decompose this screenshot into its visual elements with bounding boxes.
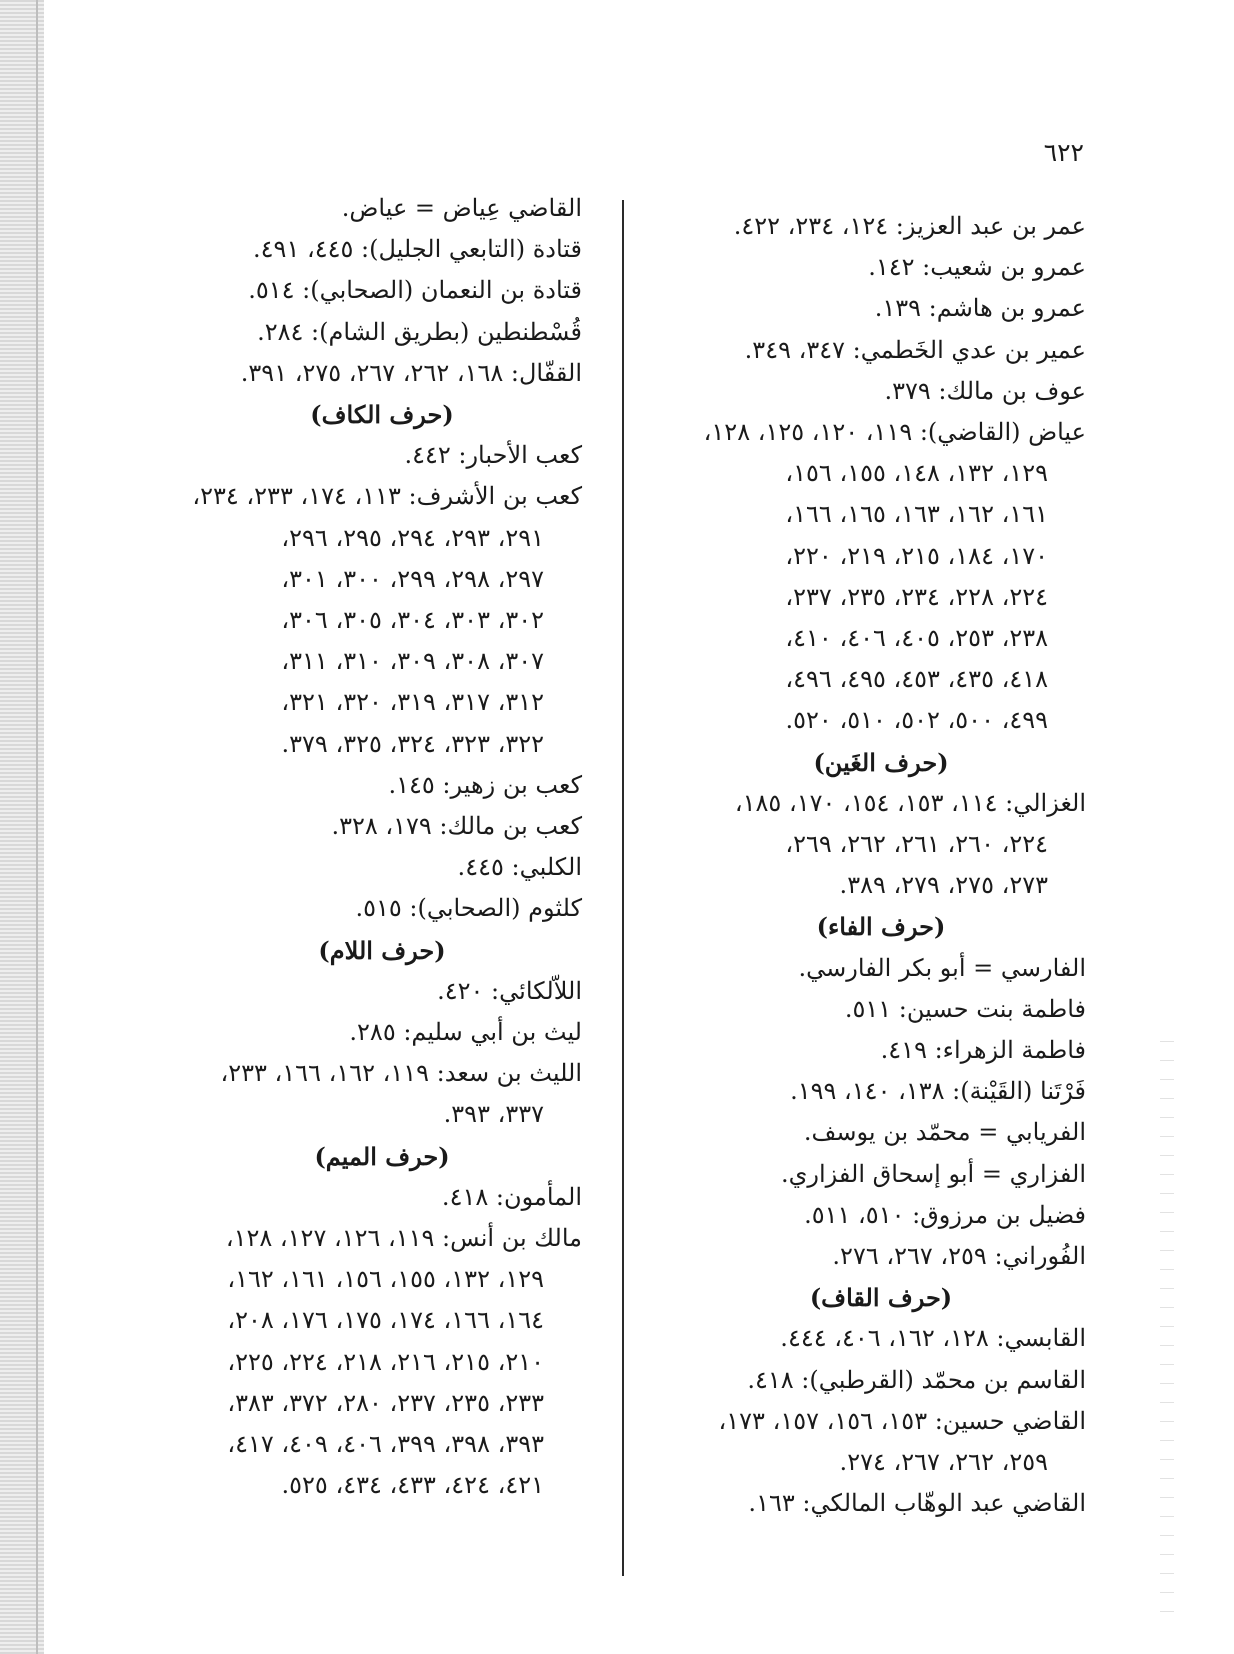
index-entry: الكلبي: ٤٤٥. (457, 853, 582, 882)
index-entry-continuation: ٣٠٧، ٣٠٨، ٣٠٩، ٣١٠، ٣١١، (281, 647, 544, 676)
index-entry-continuation: ٣٠٢، ٣٠٣، ٣٠٤، ٣٠٥، ٣٠٦، (281, 606, 544, 635)
index-entry: الفُوراني: ٢٥٩، ٢٦٧، ٢٧٦. (832, 1242, 1086, 1271)
column-divider (622, 200, 624, 1576)
letter-section-heading: (حرف الكاف) (310, 400, 454, 430)
index-entry: القفّال: ١٦٨، ٢٦٢، ٢٦٧، ٢٧٥، ٣٩١. (240, 358, 582, 387)
index-entry: قتادة بن النعمان (الصحابي): ٥١٤. (248, 276, 582, 305)
index-entry-continuation: ٣٢٢، ٣٢٣، ٣٢٤، ٣٢٥، ٣٧٩. (281, 729, 544, 758)
index-entry: عوف بن مالك: ٣٧٩. (884, 376, 1086, 405)
letter-section-heading: (حرف القاف) (809, 1283, 953, 1313)
index-entry-continuation: ٤٢١، ٤٢٤، ٤٣٣، ٤٣٤، ٥٢٥. (281, 1471, 544, 1500)
index-entry: قُسْطنطين (بطريق الشام): ٢٨٤. (257, 317, 582, 346)
index-entry: الفارسي = أبو بكر الفارسي. (798, 953, 1086, 982)
index-entry: عمر بن عبد العزيز: ١٢٤، ٢٣٤، ٤٢٢. (733, 212, 1086, 240)
index-entry: الغزالي: ١١٤، ١٥٣، ١٥٤، ١٧٠، ١٨٥، (734, 788, 1086, 817)
index-entry: فاطمة الزهراء: ٤١٩. (880, 1036, 1086, 1065)
index-entry-continuation: ٣١٢، ٣١٧، ٣١٩، ٣٢٠، ٣٢١، (281, 688, 544, 717)
letter-section-heading: (حرف اللام) (318, 935, 446, 965)
index-entry: اللاّلكائي: ٤٢٠. (437, 976, 582, 1005)
index-entry: الليث بن سعد: ١١٩، ١٦٢، ١٦٦، ٢٣٣، (220, 1059, 582, 1088)
index-entry-continuation: ٣٣٧، ٣٩٣. (443, 1100, 544, 1129)
letter-section-heading: (حرف الميم) (314, 1141, 450, 1171)
scan-shadow-edge (0, 0, 44, 1654)
index-entry-continuation: ٤١٨، ٤٣٥، ٤٥٣، ٤٩٥، ٤٩٦، (785, 665, 1048, 694)
index-entry: كعب الأحبار: ٤٤٢. (404, 441, 582, 470)
index-entry: مالك بن أنس: ١١٩، ١٢٦، ١٢٧، ١٢٨، (225, 1224, 582, 1253)
index-entry: كعب بن زهير: ١٤٥. (388, 770, 582, 799)
index-entry-continuation: ١٢٩، ١٣٢، ١٤٨، ١٥٥، ١٥٦، (785, 459, 1048, 488)
index-entry: كعب بن مالك: ١٧٩، ٣٢٨. (331, 812, 582, 841)
index-entry: القاضي حسين: ١٥٣، ١٥٦، ١٥٧، ١٧٣، (718, 1406, 1086, 1435)
index-entry-continuation: ٤٩٩، ٥٠٠، ٥٠٢، ٥١٠، ٥٢٠. (785, 706, 1048, 735)
index-entry: كلثوم (الصحابي): ٥١٥. (355, 894, 582, 923)
index-entry: الفزاري = أبو إسحاق الفزاري. (780, 1159, 1086, 1188)
index-entry: فضيل بن مرزوق: ٥١٠، ٥١١. (804, 1200, 1086, 1229)
index-entry: ليث بن أبي سليم: ٢٨٥. (349, 1018, 582, 1047)
index-entry-continuation: ١٧٠، ١٨٤، ٢١٥، ٢١٩، ٢٢٠، (785, 541, 1048, 570)
index-entry: القاسم بن محمّد (القرطبي): ٤١٨. (747, 1365, 1086, 1394)
index-entry-continuation: ٢٧٣، ٢٧٥، ٢٧٩، ٣٨٩. (839, 871, 1048, 900)
index-entry-continuation: ٢٩٧، ٢٩٨، ٢٩٩، ٣٠٠، ٣٠١، (281, 564, 544, 593)
index-entry: القاضي عِياض = عياض. (341, 194, 582, 222)
index-entry-continuation: ١٦٤، ١٦٦، ١٧٤، ١٧٥، ١٧٦، ٢٠٨، (227, 1306, 544, 1335)
index-entry-continuation: ١٢٩، ١٣٢، ١٥٥، ١٥٦، ١٦١، ١٦٢، (227, 1265, 544, 1294)
index-entry-continuation: ٢٣٨، ٢٥٣، ٤٠٥، ٤٠٦، ٤١٠، (785, 624, 1048, 653)
index-entry-continuation: ٢٢٤، ٢٢٨، ٢٣٤، ٢٣٥، ٢٣٧، (785, 582, 1048, 611)
index-entry-continuation: ٢١٠، ٢١٥، ٢١٦، ٢١٨، ٢٢٤، ٢٢٥، (227, 1347, 544, 1376)
index-entry: فاطمة بنت حسين: ٥١١. (844, 994, 1086, 1023)
index-entry: عمير بن عدي الخَطمي: ٣٤٧، ٣٤٩. (744, 335, 1086, 364)
index-entry: الفريابي = محمّد بن يوسف. (803, 1118, 1086, 1147)
page-number: ٦٢٢ (1043, 138, 1084, 167)
index-entry: فَرْتَنا (القَيْنة): ١٣٨، ١٤٠، ١٩٩. (790, 1077, 1086, 1106)
index-entry: عمرو بن هاشم: ١٣٩. (874, 294, 1086, 323)
index-entry: عياض (القاضي): ١١٩، ١٢٠، ١٢٥، ١٢٨، (703, 418, 1086, 447)
index-entry: كعب بن الأشرف: ١١٣، ١٧٤، ٢٣٣، ٢٣٤، (192, 482, 582, 511)
index-entry: قتادة (التابعي الجليل): ٤٤٥، ٤٩١. (253, 235, 582, 264)
index-entry: القابسي: ١٢٨، ١٦٢، ٤٠٦، ٤٤٤. (780, 1324, 1086, 1353)
index-column-right (636, 206, 1086, 1525)
index-entry-continuation: ٢٢٤، ٢٦٠، ٢٦١، ٢٦٢، ٢٦٩، (785, 830, 1048, 859)
index-entry: المأمون: ٤١٨. (441, 1182, 582, 1211)
index-entry-continuation: ٢٥٩، ٢٦٢، ٢٦٧، ٢٧٤. (839, 1448, 1048, 1477)
index-entry-continuation: ١٦١، ١٦٢، ١٦٣، ١٦٥، ١٦٦، (785, 500, 1048, 529)
index-entry-continuation: ٢٩١، ٢٩٣، ٢٩٤، ٢٩٥، ٢٩٦، (281, 523, 544, 552)
index-entry: القاضي عبد الوهّاب المالكي: ١٦٣. (748, 1489, 1086, 1518)
scan-noise (1160, 1030, 1174, 1630)
letter-section-heading: (حرف الفاء) (816, 912, 946, 942)
letter-section-heading: (حرف الغَين) (813, 747, 949, 777)
index-column-left (142, 188, 582, 1507)
index-entry-continuation: ٣٩٣، ٣٩٨، ٣٩٩، ٤٠٦، ٤٠٩، ٤١٧، (227, 1430, 544, 1459)
index-entry-continuation: ٢٣٣، ٢٣٥، ٢٣٧، ٢٨٠، ٣٧٢، ٣٨٣، (227, 1388, 544, 1417)
index-entry: عمرو بن شعيب: ١٤٢. (868, 253, 1086, 282)
